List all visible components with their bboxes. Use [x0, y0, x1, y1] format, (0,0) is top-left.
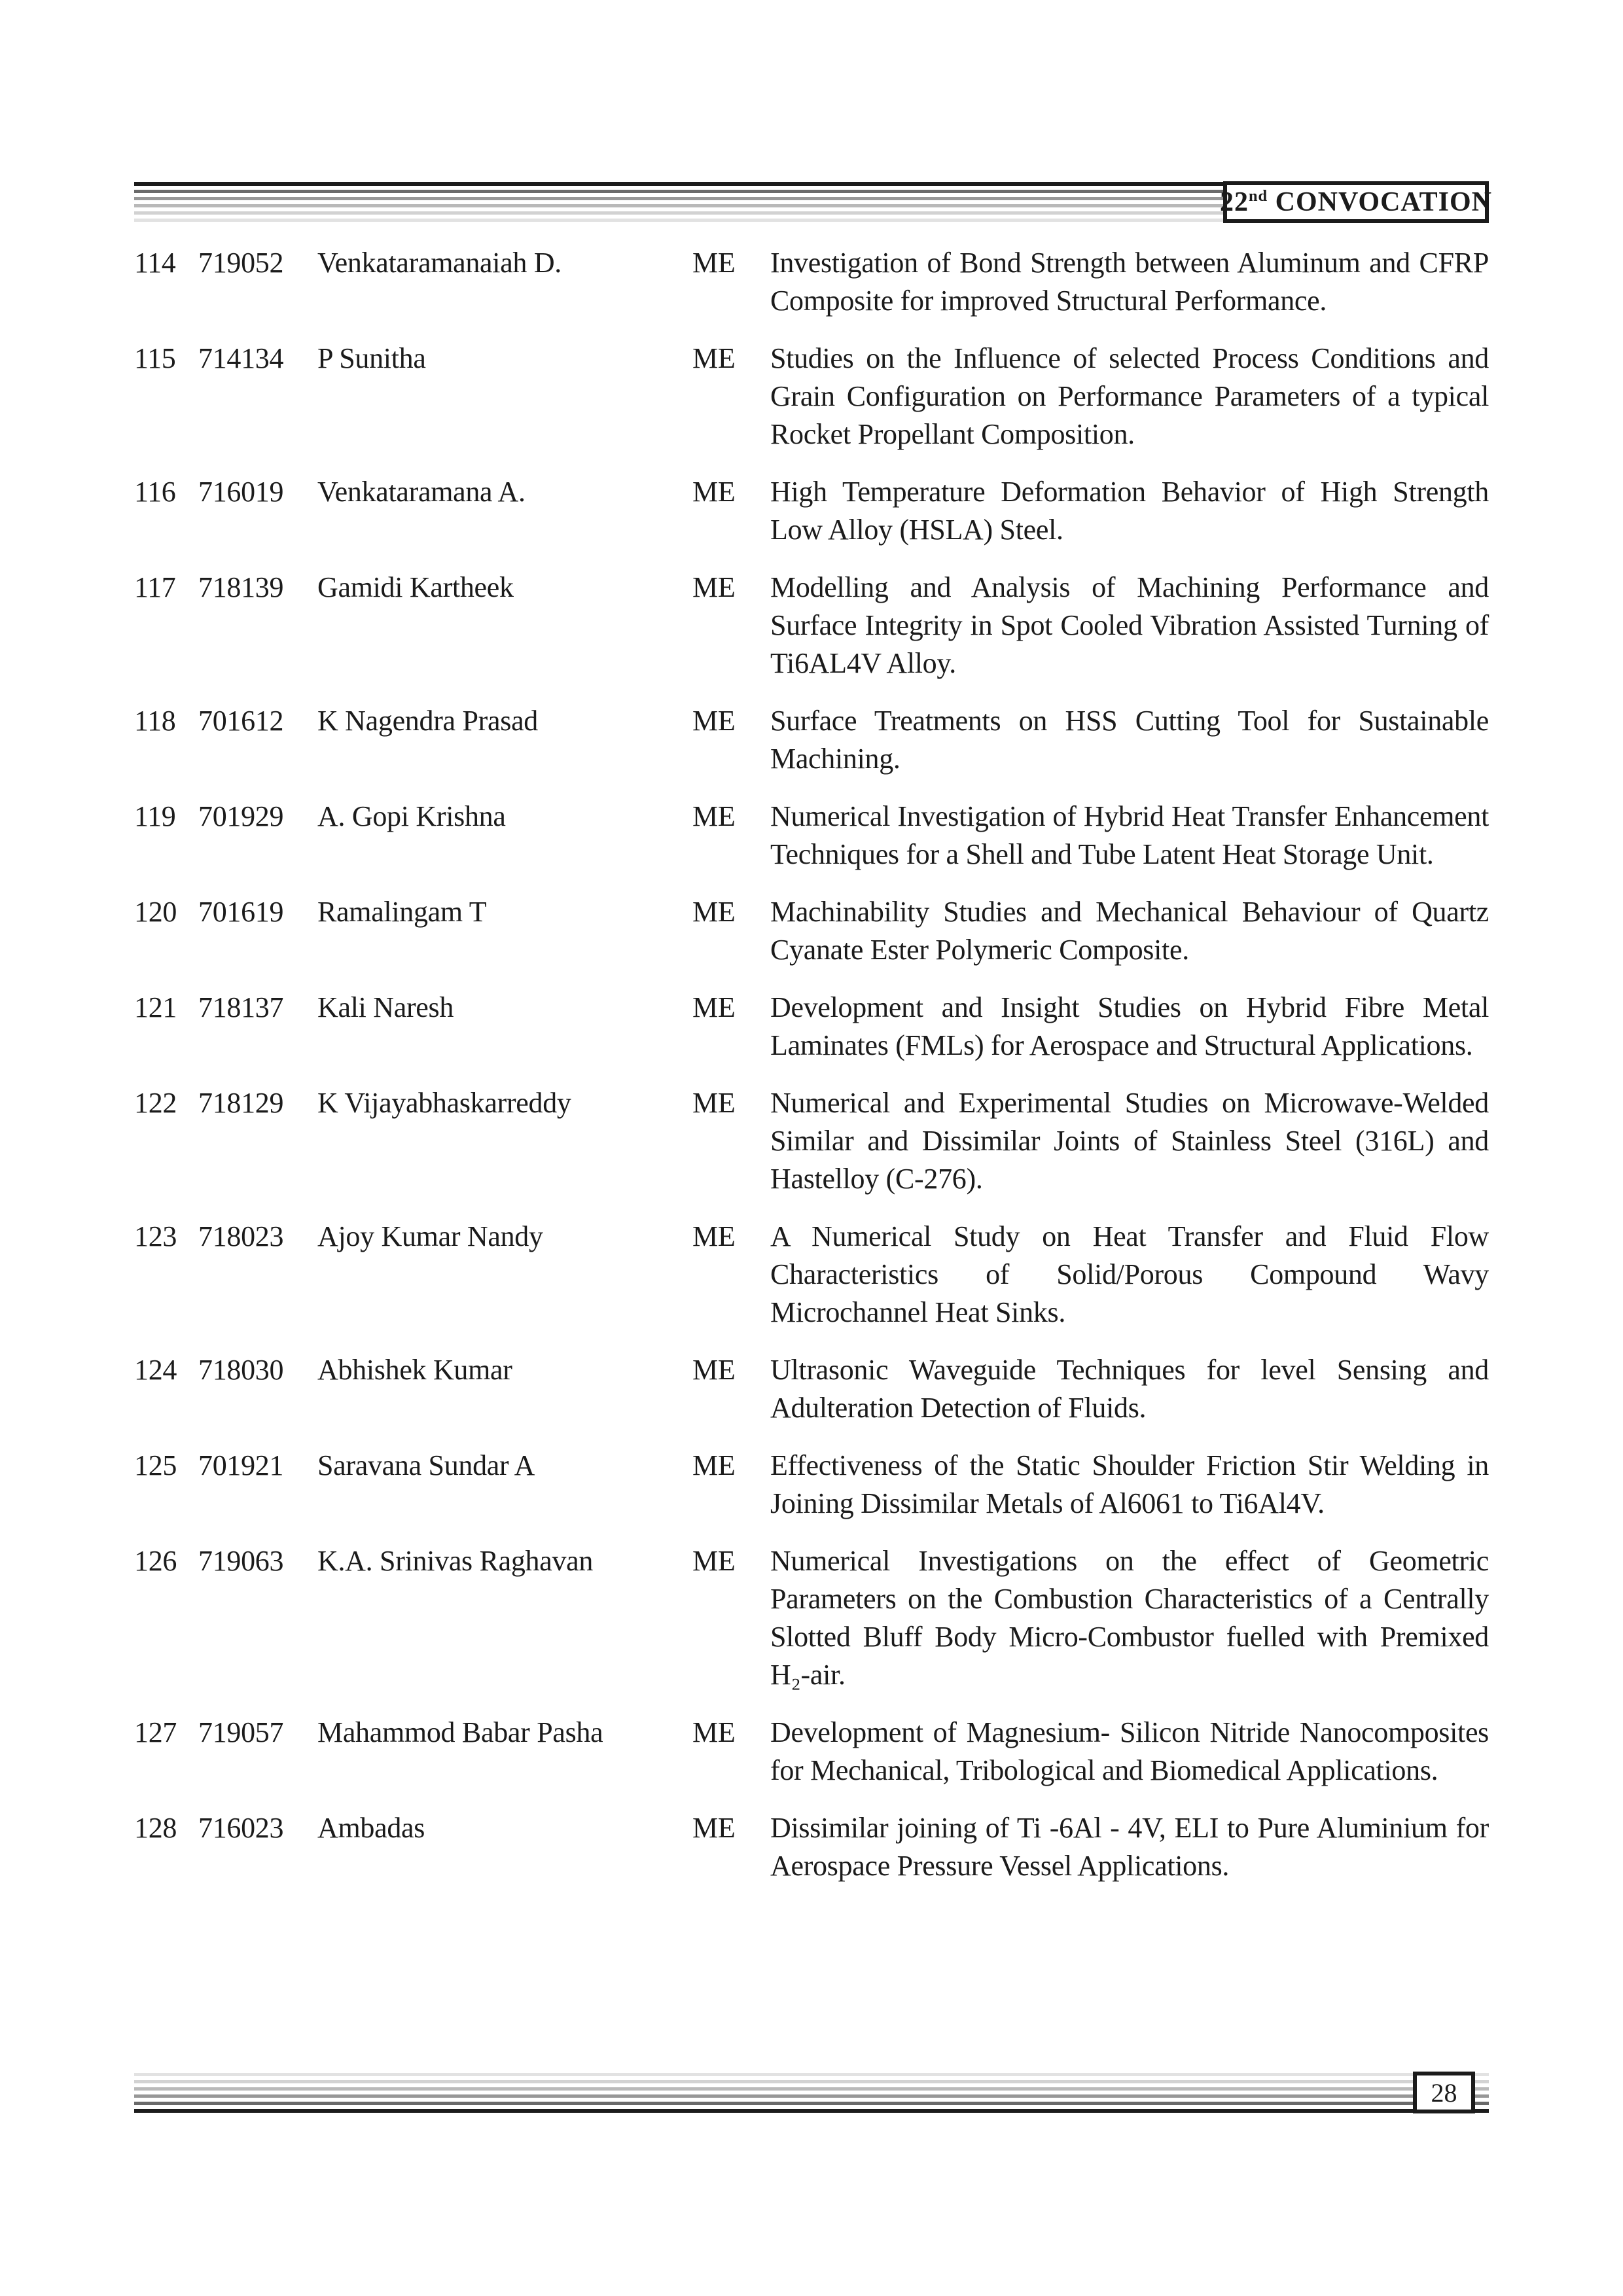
student-name: Venkataramanaiah D. [317, 247, 562, 279]
roll-number: 718139 [198, 571, 284, 603]
roll-number: 719063 [198, 1545, 284, 1577]
student-name: K Nagendra Prasad [317, 705, 538, 737]
roll-number: 719057 [198, 1716, 284, 1748]
thesis-title: Numerical and Experimental Studies on Microwave-Welded Similar and Dissimilar Joints of Stainless Steel (316L) and Hastelloy (C-276). [770, 1087, 1489, 1195]
serial-number: 121 [134, 991, 177, 1023]
table-row [134, 473, 1489, 549]
page-number: 28 [1431, 2077, 1457, 2108]
serial-number: 126 [134, 1545, 177, 1577]
rule-stripe [134, 2094, 1489, 2098]
serial-number: 115 [134, 342, 176, 374]
table-row [134, 1351, 1489, 1427]
student-name: Abhishek Kumar [317, 1354, 512, 1386]
student-name: Ramalingam T [317, 896, 487, 928]
table-row [134, 1542, 1489, 1694]
serial-number: 114 [134, 247, 176, 279]
roll-number: 701612 [198, 705, 284, 737]
convocation-header-label: 22nd CONVOCATION [1220, 187, 1493, 217]
table-row [134, 1218, 1489, 1332]
serial-number: 124 [134, 1354, 177, 1386]
department-code: ME [692, 476, 736, 508]
department-code: ME [692, 1354, 736, 1386]
roll-number: 719052 [198, 247, 284, 279]
student-name: Ajoy Kumar Nandy [317, 1220, 543, 1252]
roll-number: 718030 [198, 1354, 284, 1386]
thesis-title: Surface Treatments on HSS Cutting Tool for Sustainable Machining. [770, 705, 1489, 775]
department-code: ME [692, 571, 736, 603]
rule-stripe [134, 2087, 1489, 2091]
roll-number: 701921 [198, 1449, 284, 1481]
graduates-table [134, 244, 1489, 1905]
roll-number: 716023 [198, 1812, 284, 1844]
table-row [134, 989, 1489, 1065]
department-code: ME [692, 247, 736, 279]
table-row [134, 1714, 1489, 1790]
student-name: Venkataramana A. [317, 476, 526, 508]
serial-number: 127 [134, 1716, 177, 1748]
roll-number: 701619 [198, 896, 284, 928]
serial-number: 118 [134, 705, 176, 737]
table-row [134, 798, 1489, 874]
thesis-title: Development of Magnesium- Silicon Nitride Nanocomposites for Mechanical, Tribological and Biomedical Applications. [770, 1716, 1489, 1786]
serial-number: 120 [134, 896, 177, 928]
thesis-title: Numerical Investigation of Hybrid Heat Transfer Enhancement Techniques for a Shell and Tube Latent Heat Storage Unit. [770, 800, 1489, 870]
student-name: Ambadas [317, 1812, 425, 1844]
department-code: ME [692, 896, 736, 928]
footer-rule-lines [134, 2073, 1489, 2117]
student-name: Gamidi Kartheek [317, 571, 514, 603]
convocation-header-badge [1220, 181, 1493, 223]
roll-number: 718129 [198, 1087, 284, 1119]
roll-number: 716019 [198, 476, 284, 508]
thesis-title: Modelling and Analysis of Machining Performance and Surface Integrity in Spot Cooled Vibration Assisted Turning of Ti6AL4V Alloy. [770, 571, 1489, 679]
department-code: ME [692, 342, 736, 374]
thesis-title: Investigation of Bond Strength between Aluminum and CFRP Composite for improved Structural Performance. [770, 247, 1489, 317]
thesis-title: Ultrasonic Waveguide Techniques for level Sensing and Adulteration Detection of Fluids. [770, 1354, 1489, 1424]
thesis-title: Dissimilar joining of Ti -6Al - 4V, ELI to Pure Aluminium for Aerospace Pressure Vessel Applications. [770, 1812, 1489, 1882]
serial-number: 122 [134, 1087, 177, 1119]
department-code: ME [692, 1087, 736, 1119]
student-name: Saravana Sundar A [317, 1449, 535, 1481]
student-name: K Vijayabhaskarreddy [317, 1087, 571, 1119]
rule-stripe [134, 2080, 1489, 2083]
table-row [134, 569, 1489, 682]
table-row [134, 340, 1489, 453]
department-code: ME [692, 1449, 736, 1481]
student-name: Mahammod Babar Pasha [317, 1716, 603, 1748]
student-name: P Sunitha [317, 342, 426, 374]
rule-stripe [134, 2102, 1489, 2105]
thesis-title: Effectiveness of the Static Shoulder Friction Stir Welding in Joining Dissimilar Metals of Al6061 to Ti6Al4V. [770, 1449, 1489, 1519]
department-code: ME [692, 991, 736, 1023]
department-code: ME [692, 1545, 736, 1577]
thesis-title: Machinability Studies and Mechanical Behaviour of Quartz Cyanate Ester Polymeric Composite. [770, 896, 1489, 966]
department-code: ME [692, 800, 736, 832]
department-code: ME [692, 1716, 736, 1748]
rule-stripe [134, 2109, 1489, 2113]
thesis-title: Development and Insight Studies on Hybrid Fibre Metal Laminates (FMLs) for Aerospace and Structural Applications. [770, 991, 1489, 1061]
thesis-title: A Numerical Study on Heat Transfer and Fluid Flow Characteristics of Solid/Porous Compound Wavy Microchannel Heat Sinks. [770, 1220, 1489, 1328]
student-name: Kali Naresh [317, 991, 454, 1023]
roll-number: 718023 [198, 1220, 284, 1252]
student-name: A. Gopi Krishna [317, 800, 506, 832]
table-row [134, 893, 1489, 969]
table-row [134, 702, 1489, 778]
thesis-title: Numerical Investigations on the effect of Geometric Parameters on the Combustion Characteristics of a Centrally Slotted Bluff Body Micro-Combustor fuelled with Premixed H₂-air. [770, 1545, 1489, 1691]
department-code: ME [692, 705, 736, 737]
serial-number: 125 [134, 1449, 177, 1481]
thesis-title: High Temperature Deformation Behavior of High Strength Low Alloy (HSLA) Steel. [770, 476, 1489, 546]
roll-number: 718137 [198, 991, 284, 1023]
table-row [134, 1084, 1489, 1198]
serial-number: 119 [134, 800, 176, 832]
table-row [134, 1447, 1489, 1523]
department-code: ME [692, 1220, 736, 1252]
serial-number: 123 [134, 1220, 177, 1252]
roll-number: 701929 [198, 800, 284, 832]
roll-number: 714134 [198, 342, 284, 374]
table-row [134, 244, 1489, 320]
table-row [134, 1809, 1489, 1885]
thesis-title: Studies on the Influence of selected Process Conditions and Grain Configuration on Performance Parameters of a typical Rocket Propellant Composition. [770, 342, 1489, 450]
rule-stripe [134, 2073, 1489, 2076]
ordinal-superscript: nd [1249, 187, 1268, 205]
serial-number: 117 [134, 571, 176, 603]
page-number-badge [1413, 2072, 1475, 2113]
department-code: ME [692, 1812, 736, 1844]
student-name: K.A. Srinivas Raghavan [317, 1545, 594, 1577]
serial-number: 128 [134, 1812, 177, 1844]
serial-number: 116 [134, 476, 176, 508]
